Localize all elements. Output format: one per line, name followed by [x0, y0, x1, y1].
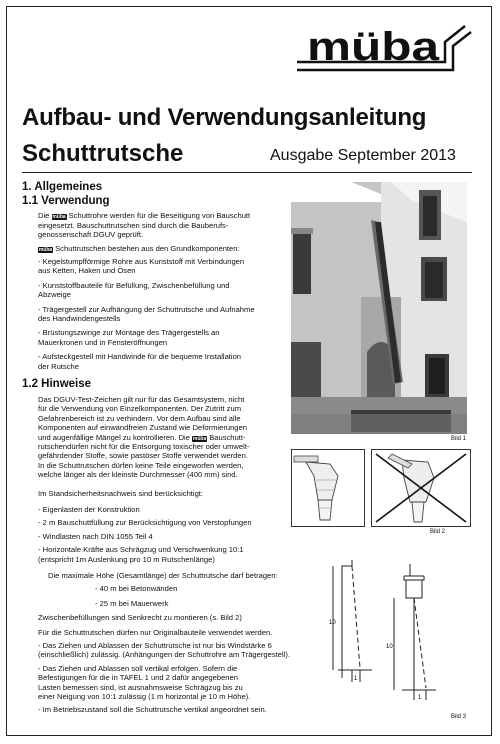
component-item: - Trägergestell zur Aufhängung der Schuttrutsche und Aufnahme	[38, 304, 255, 314]
load-item: (entspricht 1m Auslenkung pro 10 m Rutschenlänge)	[38, 554, 215, 564]
dim-label-10: 10	[386, 644, 393, 650]
rule-item: einer Neigung von 10:1 zulässig (1 m horizontal je 10 m Höhe).	[38, 692, 251, 701]
paragraph-line: Komponenten auf einwandfreien Zustand wie Deformierungen	[38, 423, 247, 433]
component-item: aus Ketten, Haken und Ösen	[38, 266, 136, 276]
load-item: - 2 m Bauschuttfüllung zur Berücksichtigung von Verstopfungen	[38, 518, 252, 528]
load-item: - Eigenlasten der Konstruktion	[38, 505, 140, 514]
dim-label-10: 10	[329, 620, 336, 626]
paragraph-line: Das DGUV-Test-Zeichen gilt nur für das Gesamtsystem, nicht	[38, 395, 245, 404]
sketch-wrong-installation	[371, 449, 471, 527]
components-intro: müba Schuttrutschen bestehen aus den Grundkomponenten:	[38, 244, 240, 253]
load-item: - Horizontale Kräfte aus Schrägzug und Verschwenkung 10:1	[38, 545, 244, 555]
intro-line: Die müba Schuttrohre werden für die Beseitigung von Bauschutt	[38, 211, 251, 220]
section-heading-verwendung: 1.1 Verwendung	[22, 195, 110, 207]
caption-bild1: Bild 1	[451, 436, 467, 442]
component-item: Mauerkronen und in Fensteröffnungen	[38, 337, 168, 347]
component-item: Abzweige	[38, 290, 71, 300]
caption-bild3: Bild 3	[451, 714, 467, 720]
maxheight-intro: Die maximale Höhe (Gesamtlänge) der Schuttrutsche darf betragen:	[48, 571, 278, 580]
rule-item: - Das Ziehen und Ablassen der Schuttrutsche ist nur bis Windstärke 6	[38, 641, 272, 650]
rule-item: Befestigungen für die in TAFEL 1 und 2 dafür angegebenen	[38, 673, 238, 683]
paragraph-line: für die Verwendung von Einzelkomponenten. Der Zutritt zum	[38, 404, 242, 414]
page-subtitle: Schuttrutsche	[22, 140, 184, 167]
mueba-mini-logo: müba	[38, 247, 53, 253]
paragraph-line: gefährdender Stoffe, sowie pastöser Stoffe verwendet werden.	[38, 451, 248, 461]
caption-bild2: Bild 2	[430, 529, 446, 535]
section-heading-hinweise: 1.2 Hinweise	[22, 378, 92, 390]
load-item: - Windlasten nach DIN 1055 Teil 4	[38, 531, 153, 541]
paragraph-line: rutschendürfen nicht für die Entsorgung toxischer oder umwelt-	[38, 442, 250, 451]
header-rule	[22, 172, 472, 173]
paragraph-line: welche länger als der kleinste Durchmesser (400 mm) sind.	[38, 470, 238, 480]
rule-item: (einschließlich) zulässig. (Anhängungen der Schuttrohre am Trägergestell).	[38, 650, 290, 660]
rule-item: - Das Ziehen und Ablassen soll vertikal erfolgen. Sofern die	[38, 663, 238, 673]
intro-line: eingesetzt. Bauschuttrutschen sind durch die Bauberufs-	[38, 220, 229, 230]
mueba-mini-logo: müba	[52, 214, 66, 220]
dim-label-1: 1	[418, 695, 422, 701]
component-item: des Handwindengestells	[38, 314, 121, 323]
section-heading-allgemeines: 1. Allgemeines	[22, 181, 103, 193]
zwischenbefuellung-note: Zwischenbefüllungen sind Senkrecht zu montieren (s. Bild 2)	[38, 613, 242, 622]
mueba-logo	[295, 22, 473, 84]
photo-illustration	[291, 182, 467, 434]
component-item: - Kegelstumpfförmige Rohre aus Kunststoff mit Verbindungen	[38, 257, 245, 266]
rule-item: Lasten bemessen sind, ist ausnahmsweise Schrägzug bis zu	[38, 682, 243, 692]
intro-line: genossenschaft DGUV geprüft.	[38, 230, 144, 239]
paragraph-line: Gefahrenbereich ist zu verhindern. Vor dem Aufbau sind alle	[38, 413, 241, 423]
logo-text: müba	[307, 25, 440, 69]
paragraph-line: und augenfällige Mängel zu kontrollieren. Die müba Bauschutt-	[38, 432, 246, 442]
maxheight-item: - 40 m bei Betonwänden	[95, 584, 178, 593]
sketch-correct-installation	[291, 449, 365, 527]
mueba-mini-logo: müba	[192, 435, 207, 442]
component-item: - Brüstungszwinge zur Montage des Trägergestells an	[38, 328, 220, 338]
component-item: - Kunststoffbauteile für Befüllung, Zwischenbefüllung und	[38, 280, 230, 290]
dim-label-1: 1	[354, 676, 358, 682]
component-item: - Aufsteckgestell mit Handwinde für die bequeme Installation	[38, 352, 242, 362]
rule-item: - Im Betriebszustand soll die Schuttrutsche vertikal angeordnet sein.	[38, 705, 267, 715]
edition-label: Ausgabe September 2013	[270, 147, 456, 164]
building-photo	[291, 182, 467, 434]
standsicherheit-intro: Im Standsicherheitsnachweis sind berücksichtigt:	[38, 489, 204, 498]
page-title: Aufbau- und Verwendungsanleitung	[22, 104, 427, 131]
component-item: der Rutsche	[38, 361, 79, 371]
original-parts-note: Für die Schuttrutschen dürfen nur Originalbauteile verwendet werden.	[38, 628, 273, 637]
diagram-inclination	[329, 558, 472, 708]
paragraph-line: In die Schuttrutschen dürfen keine Teile eingeworfen werden,	[38, 460, 244, 470]
maxheight-item: - 25 m bei Mauerwerk	[95, 599, 169, 608]
